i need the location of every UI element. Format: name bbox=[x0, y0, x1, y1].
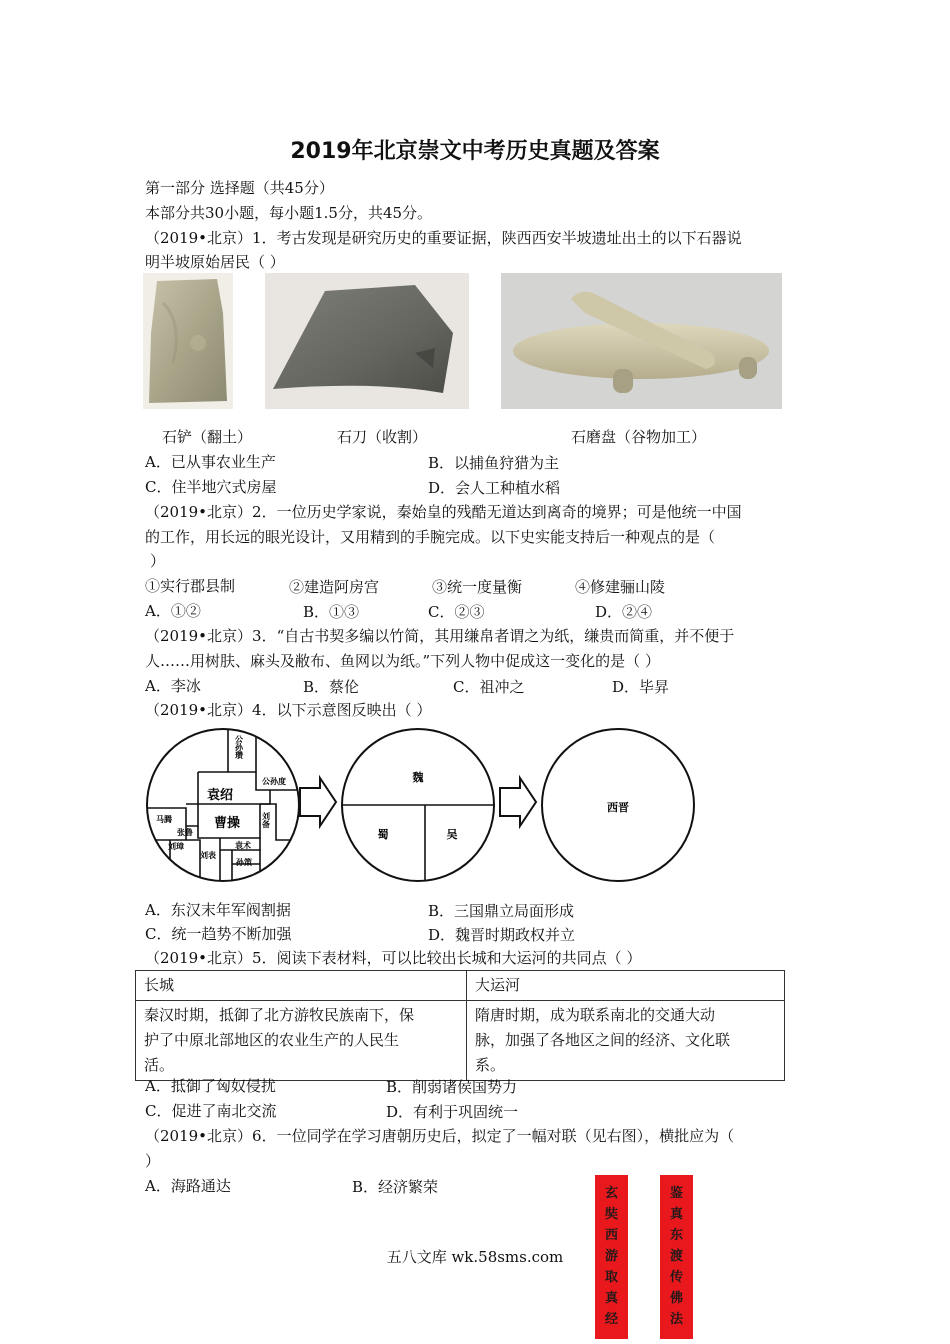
three-kingdoms-map bbox=[342, 729, 494, 881]
q5-option-c: C．促进了南北交流 bbox=[145, 1102, 277, 1120]
three-kingdoms-diagram bbox=[140, 722, 700, 892]
couplet-char: 真 bbox=[604, 1291, 618, 1306]
q3-stem-2: 人……用树肤、麻头及敝布、鱼网以为纸。”下列人物中促成这一变化的是（ ） bbox=[145, 652, 660, 670]
cell-line: 秦汉时期，抵御了北方游牧民族南下，保 bbox=[144, 1006, 415, 1024]
q5-option-d: D．有利于巩固统一 bbox=[386, 1103, 519, 1121]
q6-option-a: A．海路通达 bbox=[145, 1177, 231, 1195]
q2-item-3: ③统一度量衡 bbox=[432, 578, 523, 596]
q2-item-2: ②建造阿房宫 bbox=[289, 578, 380, 596]
warlord-map bbox=[140, 729, 300, 888]
q2-stem-2: 的工作，用长远的眼光设计，又用精到的手腕完成。以下史实能支持后一种观点的是（ bbox=[145, 528, 716, 546]
xijin-label: 西晋 bbox=[607, 801, 629, 814]
q5-option-a: A．抵御了匈奴侵扰 bbox=[145, 1077, 276, 1095]
q6-option-b: B．经济繁荣 bbox=[352, 1178, 439, 1196]
shu-label: 蜀 bbox=[377, 828, 389, 841]
cell-line: 活。 bbox=[144, 1056, 175, 1074]
cell-line: 隋唐时期，成为联系南北的交通大动 bbox=[475, 1006, 716, 1024]
ma-teng-label: 马腾 bbox=[156, 815, 172, 824]
q4-option-a: A．东汉末年军阀割据 bbox=[145, 901, 291, 919]
table-cell-grand-canal bbox=[467, 1001, 785, 1081]
part-header: 第一部分 选择题（共45分） bbox=[145, 179, 334, 197]
q1-stem-2: 明半坡原始居民（ ） bbox=[145, 253, 285, 271]
q2-stem-1: （2019•北京）2．一位历史学家说，秦始皇的残酷无道达到离奇的境界；可是他统一中国 bbox=[145, 503, 742, 521]
gongsun-zan-label: 公孙瓒 bbox=[234, 735, 244, 759]
q3-option-a: A．李冰 bbox=[145, 677, 201, 695]
q6-stem-2: ） bbox=[145, 1152, 161, 1170]
table-header-row bbox=[136, 971, 785, 1001]
q1-option-c: C．住半地穴式房屋 bbox=[145, 478, 277, 496]
arrow-icon bbox=[300, 778, 336, 826]
cell-line: 护了中原北部地区的农业生产的人民生 bbox=[144, 1031, 400, 1049]
q2-option-d: D．②④ bbox=[595, 603, 653, 621]
wei-label: 魏 bbox=[412, 771, 424, 784]
q2-item-4: ④修建骊山陵 bbox=[575, 578, 666, 596]
q1-caption-knife: 石刀（收割） bbox=[337, 428, 428, 446]
liu-zhang-label: 刘璋 bbox=[168, 842, 184, 851]
q2-option-c: C．②③ bbox=[428, 603, 485, 621]
sun-ce-label: 孙策 bbox=[236, 858, 252, 867]
arrow-icon bbox=[500, 778, 536, 826]
q5-option-b: B．削弱诸侯国势力 bbox=[386, 1078, 518, 1096]
q1-stem-1: （2019•北京）1．考古发现是研究历史的重要证据，陕西西安半坡遗址出土的以下石器说 bbox=[145, 229, 742, 247]
couplet-char: 真 bbox=[669, 1207, 683, 1222]
q2-stem-3: ） bbox=[150, 552, 166, 570]
q2-item-1: ①实行郡县制 bbox=[145, 577, 236, 595]
q3-stem-1: （2019•北京）3．“自古书契多编以竹简，其用缣帛者谓之为纸，缣贵而简重，并不便于 bbox=[145, 627, 735, 645]
q5-stem: （2019•北京）5．阅读下表材料，可以比较出长城和大运河的共同点（ ） bbox=[145, 949, 642, 967]
q3-option-c: C．祖冲之 bbox=[453, 678, 525, 696]
couplet-char: 东 bbox=[669, 1228, 683, 1243]
q1-caption-shovel: 石铲（翻土） bbox=[162, 428, 253, 446]
couplet-char: 游 bbox=[604, 1249, 618, 1264]
couplet-char: 取 bbox=[604, 1270, 618, 1285]
q2-option-a: A．①② bbox=[145, 602, 201, 620]
couplet-char: 西 bbox=[604, 1228, 618, 1243]
q4-stem: （2019•北京）4．以下示意图反映出（ ） bbox=[145, 701, 432, 719]
zhang-lu-label: 张鲁 bbox=[177, 828, 193, 837]
table-row bbox=[136, 1001, 785, 1081]
cao-cao-label: 曹操 bbox=[213, 816, 241, 831]
q1-caption-millstone: 石磨盘（谷物加工） bbox=[571, 428, 707, 446]
cell-line: 系。 bbox=[475, 1056, 506, 1074]
comparison-table bbox=[135, 970, 785, 1081]
q3-option-b: B．蔡伦 bbox=[303, 678, 360, 696]
q3-option-d: D．毕昇 bbox=[612, 678, 670, 696]
q2-option-b: B．①③ bbox=[303, 603, 360, 621]
couplet-char: 法 bbox=[669, 1312, 683, 1327]
q6-stem-1: （2019•北京）6．一位同学在学习唐朝历史后，拟定了一幅对联（见右图），横批应为（ bbox=[145, 1127, 735, 1145]
couplet-char: 佛 bbox=[669, 1291, 683, 1306]
table-cell-great-wall bbox=[136, 1001, 467, 1081]
couplet-char: 渡 bbox=[669, 1249, 683, 1264]
yuan-shu-label: 袁术 bbox=[235, 841, 251, 850]
table-head-great-wall: 长城 bbox=[136, 971, 467, 1001]
q1-option-a: A．已从事农业生产 bbox=[145, 453, 276, 471]
couplet-char: 奘 bbox=[604, 1207, 618, 1222]
gongsun-du-label: 公孙度 bbox=[262, 777, 286, 786]
q4-option-b: B．三国鼎立局面形成 bbox=[428, 902, 575, 920]
yuan-shao-label: 袁绍 bbox=[206, 788, 234, 803]
couplet-char: 传 bbox=[669, 1270, 683, 1285]
page-title: 2019年北京崇文中考历史真题及答案 bbox=[290, 139, 660, 164]
couplet-char: 玄 bbox=[604, 1186, 618, 1201]
table-head-grand-canal: 大运河 bbox=[467, 971, 785, 1001]
q1-option-b: B．以捕鱼狩猎为主 bbox=[428, 454, 560, 472]
q4-option-d: D．魏晋时期政权并立 bbox=[428, 926, 576, 944]
wu-label: 吴 bbox=[446, 828, 458, 841]
grinding-stone-image bbox=[501, 273, 782, 409]
stone-knife-image bbox=[265, 273, 469, 409]
page-footer: 五八文库 wk.58sms.com bbox=[386, 1248, 564, 1266]
part-note: 本部分共30小题，每小题1.5分，共45分。 bbox=[145, 204, 433, 222]
stone-shovel-image bbox=[143, 273, 233, 409]
cell-line: 脉，加强了各地区之间的经济、文化联 bbox=[475, 1031, 731, 1049]
liu-biao-label: 刘表 bbox=[200, 851, 216, 860]
couplet-char: 鉴 bbox=[669, 1186, 683, 1201]
q4-option-c: C．统一趋势不断加强 bbox=[145, 925, 292, 943]
couplet-char: 经 bbox=[604, 1312, 618, 1327]
q1-option-d: D．会人工种植水稻 bbox=[428, 479, 561, 497]
liu-bei-label: 刘备 bbox=[261, 812, 271, 828]
western-jin-map bbox=[542, 729, 694, 881]
